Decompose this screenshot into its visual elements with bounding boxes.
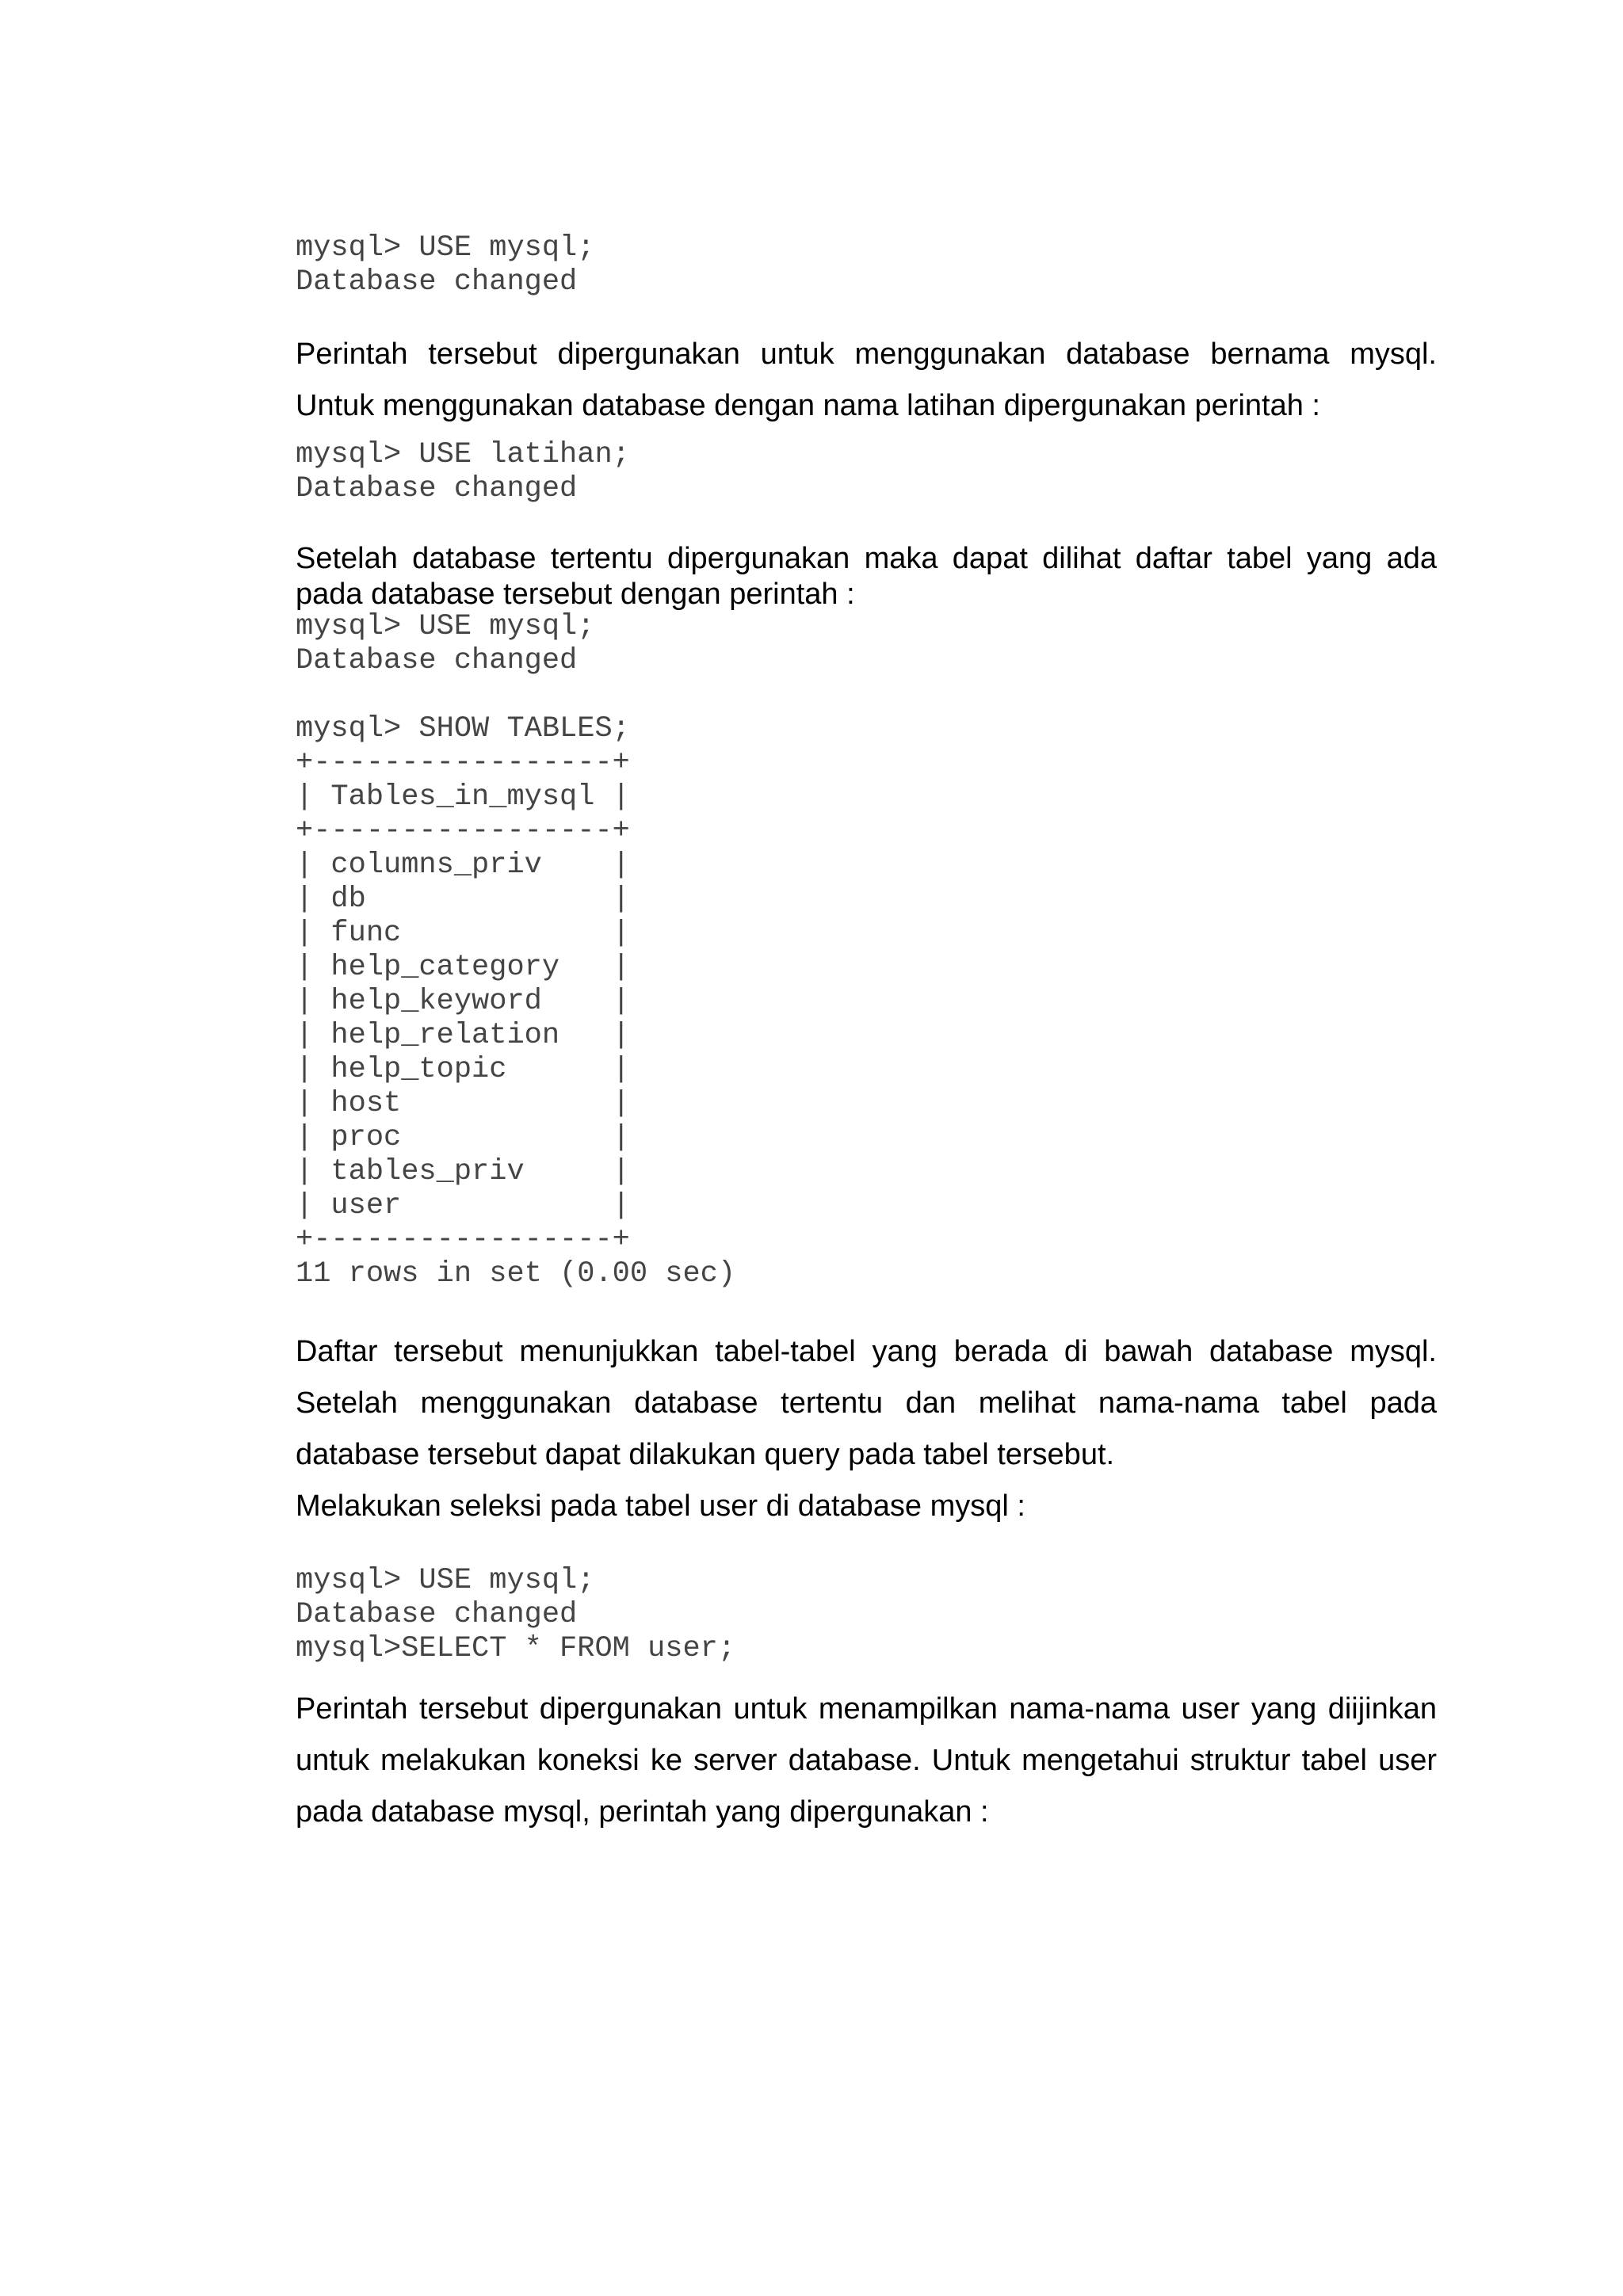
code-block-select-user: mysql> USE mysql; Database changed mysql>SELECT * FROM user; xyxy=(296,1564,736,1665)
paragraph-show-tables-intro xyxy=(296,541,1437,612)
paragraph-text: Daftar tersebut menunjukkan tabel-tabel yang berada di bawah database mysql. Setelah menggunakan database tertentu dan melihat nama-nama tabel pada database tersebut dapat dilakukan query pada tabel tersebut. xyxy=(296,1335,1437,1471)
paragraph-text: Perintah tersebut dipergunakan untuk menggunakan database bernama mysql. Untuk menggunakan database dengan nama latihan dipergunakan perintah : xyxy=(296,338,1437,422)
code-block-show-tables: mysql> USE mysql; Database changed mysql> SHOW TABLES; +-----------------+ | Tables_in_mysql | +-----------------+ | columns_priv | | db | | func | | help_category | | help_keyword | | help_relation | | help_topic | | host | | proc | | tables_priv | | user | +-----------------+ 11 rows in set (0.00 sec) xyxy=(296,610,736,1291)
code-block-use-latihan: mysql> USE latihan; Database changed xyxy=(296,438,630,505)
paragraph-use-description xyxy=(296,329,1437,432)
document-page xyxy=(296,0,1437,2296)
paragraph-select-description xyxy=(296,1684,1437,1838)
paragraph-text: Perintah tersebut dipergunakan untuk menampilkan nama-nama user yang diijinkan untuk melakukan koneksi ke server database. Untuk mengetahui struktur tabel user pada database mysql, perintah yang dipergunakan : xyxy=(296,1692,1437,1829)
code-block-use-mysql: mysql> USE mysql; Database changed xyxy=(296,231,595,299)
paragraph-text: Melakukan seleksi pada tabel user di database mysql : xyxy=(296,1489,1025,1523)
paragraph-tables-description xyxy=(296,1326,1437,1532)
paragraph-text: Setelah database tertentu dipergunakan maka dapat dilihat daftar tabel yang ada pada database tersebut dengan perintah : xyxy=(296,542,1437,611)
